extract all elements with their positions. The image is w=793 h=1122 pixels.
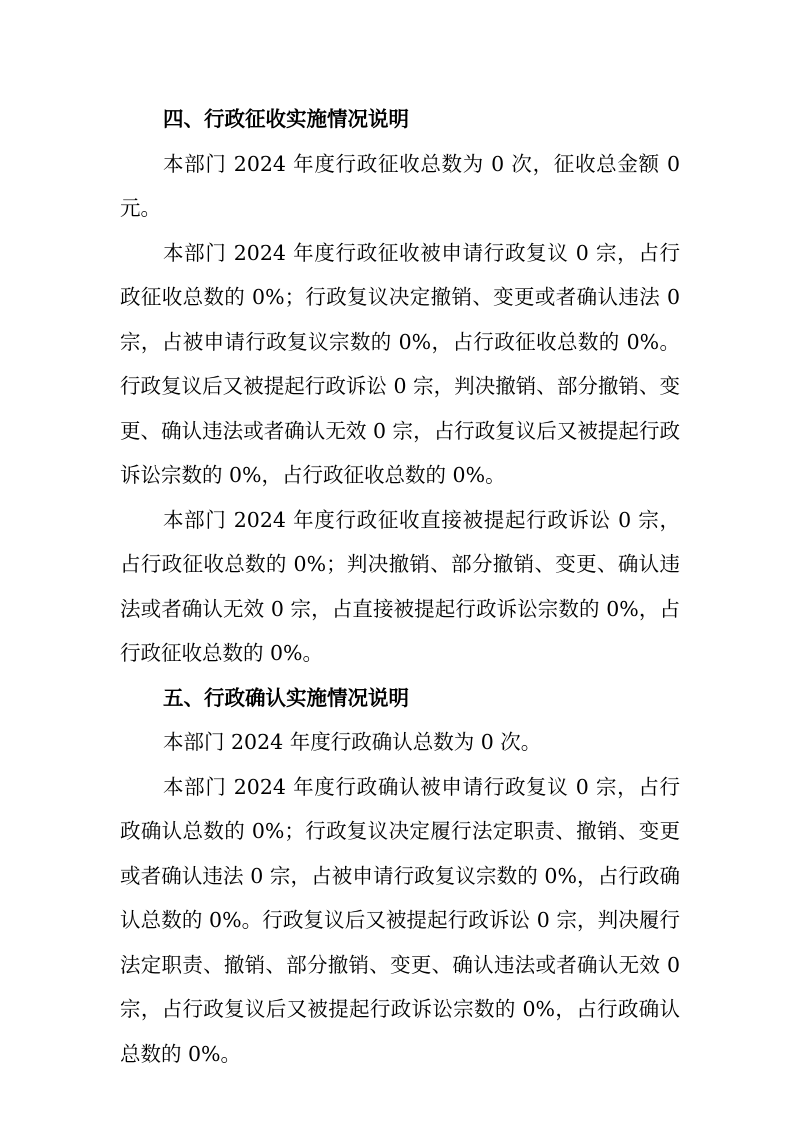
confirmation-review-paragraph: 本部门 2024 年度行政确认被申请行政复议 0 宗，占行政确认总数的 0%；行政复议决定履行法定职责、撤销、变更或者确认违法 0 宗，占被申请行政复议宗数的 0%，占行政确认总数的 0%。行政复议后又被提起行政诉讼 0 宗，判决履行法定职责、撤销、部分撤销、变更、确认违法或者确认无效 0 宗，占行政复议后又被提起行政诉讼宗数的 0%，占行政确认总数的 0%。 xyxy=(120,774,680,1066)
section-heading-administrative-levy: 四、行政征收实施情况说明 xyxy=(163,107,409,131)
section-heading-administrative-confirmation: 五、行政确认实施情况说明 xyxy=(163,685,409,710)
confirmation-total-paragraph: 本部门 2024 年度行政确认总数为 0 次。 xyxy=(163,730,542,754)
levy-total-paragraph: 本部门 2024 年度行政征收总数为 0 次，征收总金额 0 元。 xyxy=(120,151,680,220)
levy-review-paragraph: 本部门 2024 年度行政征收被申请行政复议 0 宗，占行政征收总数的 0%；行政复议决定撤销、变更或者确认违法 0 宗，占被申请行政复议宗数的 0%，占行政征收总数的 0%。行政复议后又被提起行政诉讼 0 宗，判决撤销、部分撤销、变更、确认违法或者确认无效 0 宗，占行政复议后又被提起行政诉讼宗数的 0%，占行政征收总数的 0%。 xyxy=(120,240,680,487)
levy-litigation-paragraph: 本部门 2024 年度行政征收直接被提起行政诉讼 0 宗，占行政征收总数的 0%；判决撤销、部分撤销、变更、确认违法或者确认无效 0 宗，占直接被提起行政诉讼宗数的 0%，占行政征收总数的 0%。 xyxy=(120,507,680,665)
document-body xyxy=(120,97,680,1076)
